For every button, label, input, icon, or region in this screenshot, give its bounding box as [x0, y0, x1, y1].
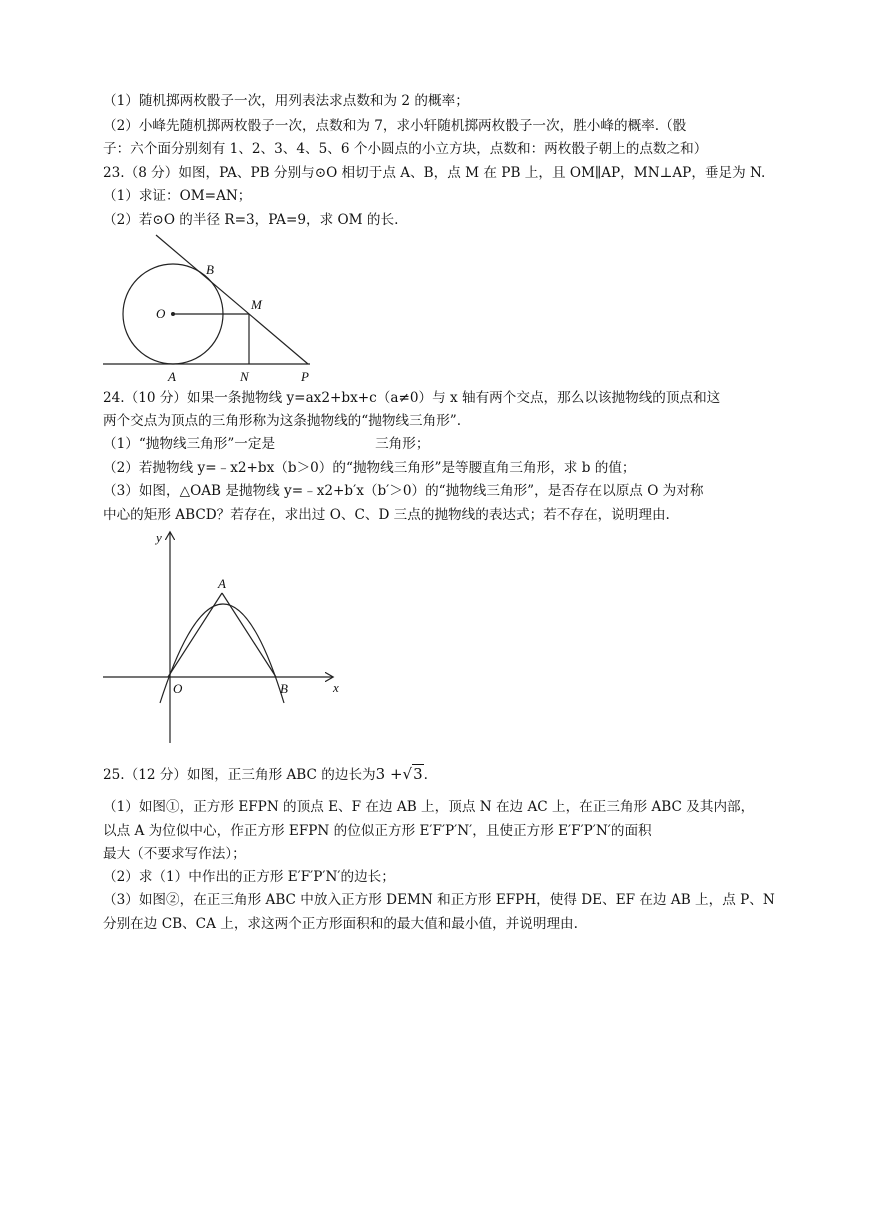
segment-oa — [168, 593, 222, 677]
label-n: N — [240, 369, 249, 384]
q24-stem-line2: 两个交点为顶点的三角形称为这条抛物线的“抛物线三角形”. — [103, 413, 462, 429]
q24-part3-line1: （3）如图，△OAB 是抛物线 y=﹣x2+b′x（b′＞0）的“抛物线三角形”，是否存在以原点 O 为对称 — [103, 483, 704, 499]
q23-figure — [100, 230, 330, 386]
label-m: M — [251, 297, 262, 312]
q22-part1: （1）随机掷两枚骰子一次，用列表法求点数和为 2 的概率； — [103, 93, 469, 109]
q22-part2-line2: 子：六个面分别刻有 1、2、3、4、5、6 个小圆点的小立方块，点数和：两枚骰子朝上的点数之和） — [103, 141, 708, 157]
q25-stem-prefix: 25.（12 分）如图，正三角形 ABC 的边长为 — [103, 767, 376, 783]
q23-stem: 23.（8 分）如图，PA、PB 分别与⊙O 相切于点 A、B，点 M 在 PB 上，且 OM∥AP，MN⊥AP，垂足为 N. — [103, 165, 766, 181]
q24-part3-line2: 中心的矩形 ABCD？若存在，求出过 O、C、D 三点的抛物线的表达式；若不存在，说明理由. — [103, 507, 670, 523]
q25-stem-suffix: . — [423, 767, 428, 783]
label-a: A — [218, 576, 226, 591]
q25-part1-line3: 最大（不要求写作法）； — [103, 846, 246, 862]
parabola-triangle-diagram — [100, 525, 350, 747]
circle-tangent-diagram — [100, 230, 330, 386]
label-o: O — [156, 306, 166, 321]
q24-figure — [100, 525, 350, 747]
q25-part1-line1: （1）如图①，正方形 EFPN 的顶点 E、F 在边 AB 上，顶点 N 在边 AC 上，在正三角形 ABC 及其内部， — [103, 799, 755, 815]
q25-part2: （2）求（1）中作出的正方形 E′F′P′N′的边长； — [103, 869, 395, 885]
q24-part2: （2）若抛物线 y=﹣x2+bx（b＞0）的“抛物线三角形”是等腰直角三角形，求 b 的值； — [103, 460, 636, 476]
q23-part1: （1）求证：OM=AN； — [103, 188, 252, 204]
q25-part3-line2: 分别在边 CB、CA 上，求这两个正方形面积和的最大值和最小值，并说明理由. — [103, 916, 578, 932]
label-x: x — [333, 680, 339, 695]
label-y: y — [156, 530, 162, 545]
label-o: O — [173, 681, 183, 696]
side-length-radicand: 3 — [413, 765, 423, 783]
side-length-integer: 3 + — [375, 765, 403, 783]
label-p: P — [301, 369, 309, 384]
q24-part1 — [103, 434, 429, 454]
side-length-expression: 3 +√3 — [375, 765, 423, 783]
label-b: B — [206, 262, 214, 277]
label-a: A — [168, 369, 176, 384]
segment-ab — [222, 593, 276, 677]
q24-stem-line1: 24.（10 分）如果一条抛物线 y=ax2+bx+c（a≠0）与 x 轴有两个交点，那么以该抛物线的顶点和这 — [103, 390, 721, 406]
line-pb — [156, 235, 308, 364]
q25-part3-line1: （3）如图②，在正三角形 ABC 中放入正方形 DEMN 和正方形 EFPH，使得 DE、EF 在边 AB 上，点 P、N — [103, 892, 775, 908]
center-point — [171, 312, 175, 316]
q22-part2-line1: （2）小峰先随机掷两枚骰子一次，点数和为 7，求小轩随机掷两枚骰子一次，胜小峰的概率.（骰 — [103, 118, 687, 134]
q23-part2: （2）若⊙O 的半径 R=3，PA=9，求 OM 的长. — [103, 212, 399, 228]
label-b: B — [280, 681, 288, 696]
q24-part1-suffix: 三角形； — [375, 436, 430, 452]
q24-part1-prefix: （1）“抛物线三角形”一定是 — [103, 436, 276, 452]
q25-stem — [103, 764, 428, 785]
q25-part1-line2: 以点 A 为位似中心，作正方形 EFPN 的位似正方形 E′F′P′N′，且使正方形 E′F′P′N′的面积 — [103, 823, 652, 839]
